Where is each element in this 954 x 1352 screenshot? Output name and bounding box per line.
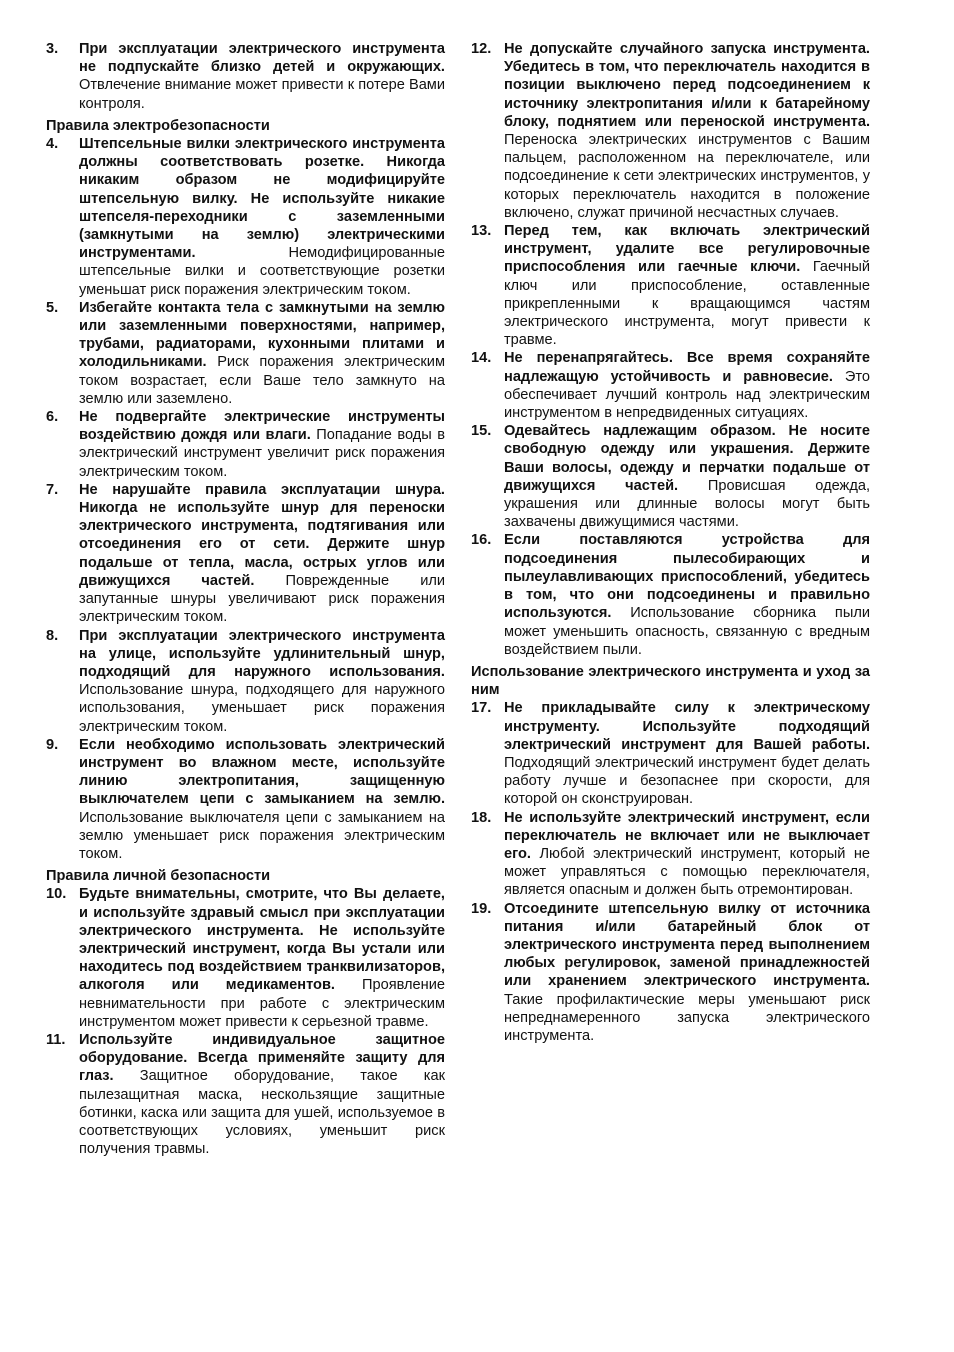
- rule-text: [504, 422, 870, 531]
- rule-bold-text: Не подвергайте электрические инструменты воздействию дождя или влаги.: [79, 409, 445, 444]
- rule-bold-text: Не перенапрягайтесь. Все время сохраняйте надлежащую устойчивость и равновесие.: [504, 350, 870, 385]
- rule-bold-text: Не используйте электрический инструмент, если переключатель не включает или не выключает его.: [504, 809, 870, 862]
- rule-bold-text: Избегайте контакта тела с замкнутыми на землю или заземленными поверхностями, например, трубами, радиаторами, кухонными плитами и холодильниками.: [79, 299, 445, 371]
- rule-item: [46, 135, 445, 299]
- right-column: [471, 40, 870, 1045]
- rule-normal-text: Поврежденные или запутанные шнуры увеличивают риск поражения электрическим током.: [79, 572, 446, 626]
- rule-normal-text: Немодифицированные штепсельные вилки и соответствующие розетки уменьшат риск поражения электрическим током.: [79, 245, 445, 298]
- rule-normal-text: Защитное оборудование, такое как пылезащитная маска, нескользящие защитные ботинки, каска или защита для ушей, используемое в соответствующих условиях, уменьшит риск получения травмы.: [79, 1068, 445, 1158]
- rule-text: [79, 627, 445, 736]
- rule-normal-text: Использование шнура, подходящего для наружного использования, уменьшает риск поражения электрическим током.: [79, 682, 445, 735]
- section-heading: Правила электробезопасности: [46, 117, 270, 134]
- rule-text: [79, 408, 445, 481]
- rule-text: [504, 809, 870, 900]
- rule-number: 7.: [46, 481, 59, 498]
- rule-number: 13.: [471, 223, 492, 240]
- rule-text: [79, 135, 445, 299]
- rule-text: [504, 40, 870, 222]
- rule-normal-text: Это обеспечивает лучший контроль над электрическим инструментом в непредвиденных ситуациях.: [504, 368, 870, 422]
- rule-normal-text: Провисшая одежда, украшения или длинные волосы могут быть захвачены движущимися частями.: [504, 477, 871, 531]
- rule-normal-text: Проявление невнимательности при работе с электрическим инструментом может привести к серьезной травме.: [79, 977, 445, 1030]
- rule-bold-text: Если необходимо использовать электрический инструмент во влажном месте, используйте линию электропитания, защищенную выключателем цепи с замыканием на землю.: [79, 736, 445, 808]
- rule-item: [46, 627, 445, 736]
- rule-number: 14.: [471, 350, 492, 367]
- rule-item: [471, 349, 870, 422]
- rule-number: 5.: [46, 299, 59, 316]
- rule-text: [79, 481, 445, 627]
- rule-text: [79, 40, 445, 113]
- rule-bold-text: При эксплуатации электрического инструмента не подпускайте близко детей и окружающих.: [79, 41, 445, 76]
- rule-number: 17.: [471, 700, 492, 717]
- rule-number: 11.: [46, 1031, 66, 1048]
- rule-item: [46, 40, 445, 113]
- rule-normal-text: Любой электрический инструмент, который не может управляться с помощью переключателя, является опасным и должен быть отремонтирован.: [504, 845, 870, 899]
- section-heading: Правила личной безопасности: [46, 868, 271, 885]
- left-column: [46, 40, 445, 1158]
- rule-text: [79, 736, 445, 863]
- rule-number: 4.: [46, 136, 59, 153]
- rule-number: 16.: [471, 532, 492, 549]
- rule-item: [471, 422, 870, 531]
- rule-bold-text: Перед тем, как включать электрический инструмент, удалите все регулировочные приспособления или гаечные ключи.: [504, 223, 870, 276]
- rule-normal-text: Использование выключателя цепи с замыканием на землю уменьшает риск поражения электрическим током.: [79, 809, 445, 862]
- rule-bold-text: При эксплуатации электрического инструмента на улице, используйте удлинительный шнур, подходящий для наружного использования.: [79, 627, 445, 680]
- rule-text: [504, 531, 870, 658]
- rule-bold-text: Не нарушайте правила эксплуатации шнура. Никогда не используйте шнур для переноски электрического инструмента, подтягивания или отсоединения его от сети. Держите шнур подальше от тепла, масла, острых углов или движущихся частей.: [79, 481, 445, 589]
- rule-item: [471, 809, 870, 900]
- rule-text: [79, 299, 445, 408]
- rule-bold-text: Если поставляются устройства для подсоединения пылесобирающих и пылеулавливающих приспособлений, убедитесь в том, что они подсоединены и правильно используются.: [504, 532, 870, 622]
- rule-text: [504, 900, 870, 1046]
- rule-item: [471, 222, 870, 349]
- rule-normal-text: Попадание воды в электрический инструмент увеличит риск поражения электрическим током.: [79, 427, 445, 480]
- rule-text: [79, 1031, 445, 1158]
- rule-normal-text: Гаечный ключ или приспособление, оставленные прикрепленными к вращающимся частям электрического инструмента, могут привести к травме.: [504, 259, 870, 349]
- rule-number: 8.: [46, 627, 59, 644]
- rule-number: 9.: [46, 736, 59, 753]
- rule-bold-text: Отсоедините штепсельную вилку от источника питания и/или батарейный блок от электрического инструмента перед выполнением любых регулировок, заменой принадлежностей или хранением электрического инструмента.: [504, 900, 870, 990]
- rule-item: [46, 1031, 445, 1158]
- rule-bold-text: Одевайтесь надлежащим образом. Не носите свободную одежду или украшения. Держите Ваши волосы, одежду и перчатки подальше от движущихся частей.: [504, 423, 870, 494]
- rule-text: [504, 349, 870, 422]
- rule-bold-text: Штепсельные вилки электрического инструмента должны соответствовать розетке. Никогда никаким образом не модифицируйте штепсельную вилку. Не используйте никакие штепселя-переходники с заземленными (замкнутыми на землю) электрическими инструментами.: [79, 136, 445, 262]
- rule-item: [46, 736, 445, 863]
- rule-normal-text: Подходящий электрический инструмент будет делать работу лучше и безопаснее при скорости, для которой он сконструирован.: [504, 754, 870, 808]
- rule-number: 3.: [46, 41, 59, 57]
- rule-number: 19.: [471, 900, 492, 917]
- rule-item: [471, 40, 870, 222]
- rule-item: [471, 900, 870, 1046]
- rule-bold-text: Будьте внимательны, смотрите, что Вы делаете, и используйте здравый смысл при эксплуатации электрического инструмента. Не используйте электрический инструмент, когда Вы устали или находитесь под воздействием транквилизаторов, алкоголя или медикаментов.: [79, 886, 445, 994]
- rule-item: [471, 531, 870, 658]
- rule-number: 6.: [46, 409, 59, 426]
- rule-normal-text: Переноска электрических инструментов с Вашим пальцем, расположенном на переключателе, или подсоединение к сети электрических инструментов, у которых переключатель находится в положение включено, служат причиной несчастных случаев.: [504, 132, 870, 221]
- rule-item: [46, 408, 445, 481]
- rule-item: [471, 699, 870, 808]
- rule-bold-text: Не допускайте случайного запуска инструмента. Убедитесь в том, что переключатель находится в позиции выключено перед подсоединением к источнику электропитания и/или к батарейному блоку, поднятием или переноской инструмента.: [504, 41, 870, 130]
- rule-normal-text: Отвлечение внимание может привести к потере Вами контроля.: [79, 77, 445, 112]
- rule-text: [79, 885, 445, 1031]
- rule-number: 10.: [46, 886, 67, 903]
- rule-text: [504, 222, 870, 349]
- rule-normal-text: Такие профилактические меры уменьшают риск непреднамеренного запуска электрического инструмента.: [504, 991, 870, 1044]
- rule-normal-text: Использование сборника пыли может уменьшить опасность, связанную с вредным воздействием пыли.: [504, 605, 870, 658]
- rule-bold-text: Не прикладывайте силу к электрическому инструменту. Используйте подходящий электрический инструмент для Вашей работы.: [504, 700, 870, 753]
- rule-item: [46, 885, 445, 1031]
- section-heading: Использование электрического инструмента и уход за ним: [471, 663, 870, 699]
- rule-text: [504, 699, 870, 808]
- rule-item: [46, 299, 445, 408]
- rule-number: 15.: [471, 423, 492, 440]
- rule-number: 18.: [471, 809, 492, 826]
- rule-bold-text: Используйте индивидуальное защитное оборудование. Всегда применяйте защиту для глаз.: [79, 1031, 445, 1085]
- rule-number: 12.: [471, 41, 492, 57]
- rule-item: [46, 481, 445, 627]
- rule-normal-text: Риск поражения электрическим током возрастает, если Ваше тело замкнуто на землю или заземлено.: [79, 354, 445, 407]
